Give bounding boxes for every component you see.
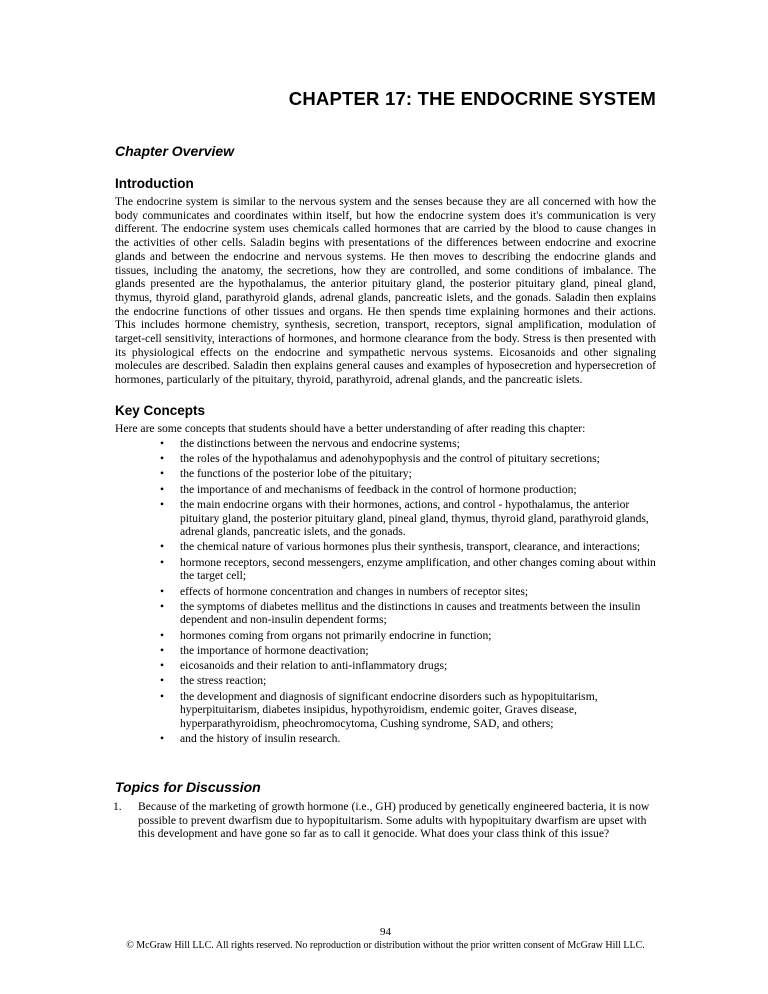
copyright-notice: © McGraw Hill LLC. All rights reserved. No reproduction or distribution without the prior written consent of McGraw Hill LLC. (126, 940, 645, 951)
list-item-text: hormone receptors, second messengers, enzyme amplification, and other changes coming about within the target cell; (180, 555, 656, 583)
bullet-icon: • (160, 452, 165, 466)
bullet-icon: • (160, 599, 165, 613)
bullet-icon: • (160, 540, 165, 554)
bullet-icon: • (160, 732, 165, 746)
list-item (115, 556, 656, 583)
bullet-icon: • (160, 437, 165, 451)
list-item-text: the chemical nature of various hormones plus their synthesis, transport, clearance, and interactions; (180, 540, 641, 554)
list-item-text: hormones coming from organs not primarily endocrine in function; (180, 628, 492, 642)
list-item (115, 600, 656, 627)
list-item (115, 659, 656, 673)
list-item (115, 644, 656, 658)
list-item (115, 452, 656, 466)
list-item (115, 732, 656, 746)
bullet-icon: • (160, 674, 165, 688)
bullet-icon: • (160, 555, 165, 569)
list-item-number: 1. (113, 799, 122, 813)
list-item (115, 437, 656, 451)
bullet-icon: • (160, 497, 165, 511)
list-item-text: the symptoms of diabetes mellitus and the distinctions in causes and treatments between the insulin dependent and non-insulin dependent forms; (180, 599, 641, 627)
list-item (115, 498, 656, 539)
list-item-text: the importance of and mechanisms of feedback in the control of hormone production; (180, 482, 577, 496)
bullet-icon: • (160, 689, 165, 703)
bullet-icon: • (160, 584, 165, 598)
heading-key-concepts: Key Concepts (115, 402, 206, 418)
bullet-icon: • (160, 467, 165, 481)
list-item-text: the distinctions between the nervous and endocrine systems; (180, 437, 460, 451)
list-item-text: the main endocrine organs with their hormones, actions, and control - hypothalamus, the anterior pituitary gland, the posterior pituitary gland, pineal gland, thymus, thyroid gland, parathyroid glands, adrenal glands, pancreatic islets, and the gonads. (180, 497, 649, 539)
bullet-icon: • (160, 482, 165, 496)
list-item-text: effects of hormone concentration and changes in numbers of receptor sites; (180, 584, 529, 598)
topics-list (115, 800, 656, 841)
heading-topics-for-discussion: Topics for Discussion (115, 778, 261, 795)
page-title: CHAPTER 17: THE ENDOCRINE SYSTEM (288, 88, 656, 109)
bullet-icon: • (160, 643, 165, 657)
list-item-text: the roles of the hypothalamus and adenohypophysis and the control of pituitary secretions; (180, 452, 600, 466)
list-item (115, 800, 656, 841)
list-item (115, 690, 656, 731)
heading-chapter-overview: Chapter Overview (115, 143, 235, 159)
list-item-text: and the history of insulin research. (180, 732, 341, 746)
key-concepts-list (115, 437, 656, 746)
key-concepts-intro: Here are some concepts that students should have a better understanding of after reading this chapter: (115, 421, 586, 435)
list-item-text: eicosanoids and their relation to anti-inflammatory drugs; (180, 659, 448, 673)
list-item-text: the stress reaction; (180, 674, 267, 688)
list-item-text: the development and diagnosis of significant endocrine disorders such as hypopituitarism, hyperpituitarism, diabetes insipidus, hypothyroidism, endemic goiter, Graves disease, hyperparathyroidism, pheochromocytoma, Cushing syndrome, SAD, and others; (180, 689, 598, 730)
list-item (115, 540, 656, 554)
page-number: 94 (380, 926, 391, 938)
list-item (115, 585, 656, 599)
list-item (115, 674, 656, 688)
introduction-paragraph: The endocrine system is similar to the nervous system and the senses because they are all concerned with how the body communicates and coordinates within itself, but how the endocrine system does it's communication is very different. The endocrine system uses chemicals called hormones that are carried by the blood to cause changes in the activities of other cells. Saladin begins with presentations of the differences between endocrine and exocrine glands and between the endocrine and nervous systems. He then moves to describing the endocrine glands and tissues, including the anatomy, the secretions, how they are controlled, and some conditions of imbalance. The glands presented are the hypothalamus, the anterior pituitary gland, the posterior pituitary gland, pineal gland, thymus, thyroid gland, parathyroid glands, adrenal glands, pancreatic islets, and the gonads. Saladin then explains the endocrine functions of other tissues and organs. He then spends time explaining hormones and their actions. This includes hormone chemistry, synthesis, secretion, transport, receptors, signal amplification, modulation of target-cell sensitivity, interactions of hormones, and hormone clearance from the body. Stress is then presented with its physiological effects on the endocrine and sympathetic nervous systems. Eicosanoids and other signaling molecules are described. Saladin then explains general causes and examples of hyposecretion and hypersecretion of hormones, particularly of the pituitary, thyroid, parathyroid, adrenal glands, and the pancreatic islets. (115, 195, 656, 387)
list-item (115, 629, 656, 643)
list-item-text: the importance of hormone deactivation; (180, 643, 369, 657)
bullet-icon: • (160, 628, 165, 642)
list-item (115, 483, 656, 497)
list-item (115, 467, 656, 481)
bullet-icon: • (160, 659, 165, 673)
heading-introduction: Introduction (115, 176, 194, 191)
list-item-text: the functions of the posterior lobe of the pituitary; (180, 467, 412, 481)
page-footer (115, 926, 656, 952)
list-item-text: Because of the marketing of growth hormone (i.e., GH) produced by genetically engineered bacteria, it is now possible to prevent dwarfism due to hypopituitarism. Some adults with hypopituitary dwarfism are upset with this development and have gone so far as to call it genocide. What does your class think of this issue? (138, 799, 650, 841)
